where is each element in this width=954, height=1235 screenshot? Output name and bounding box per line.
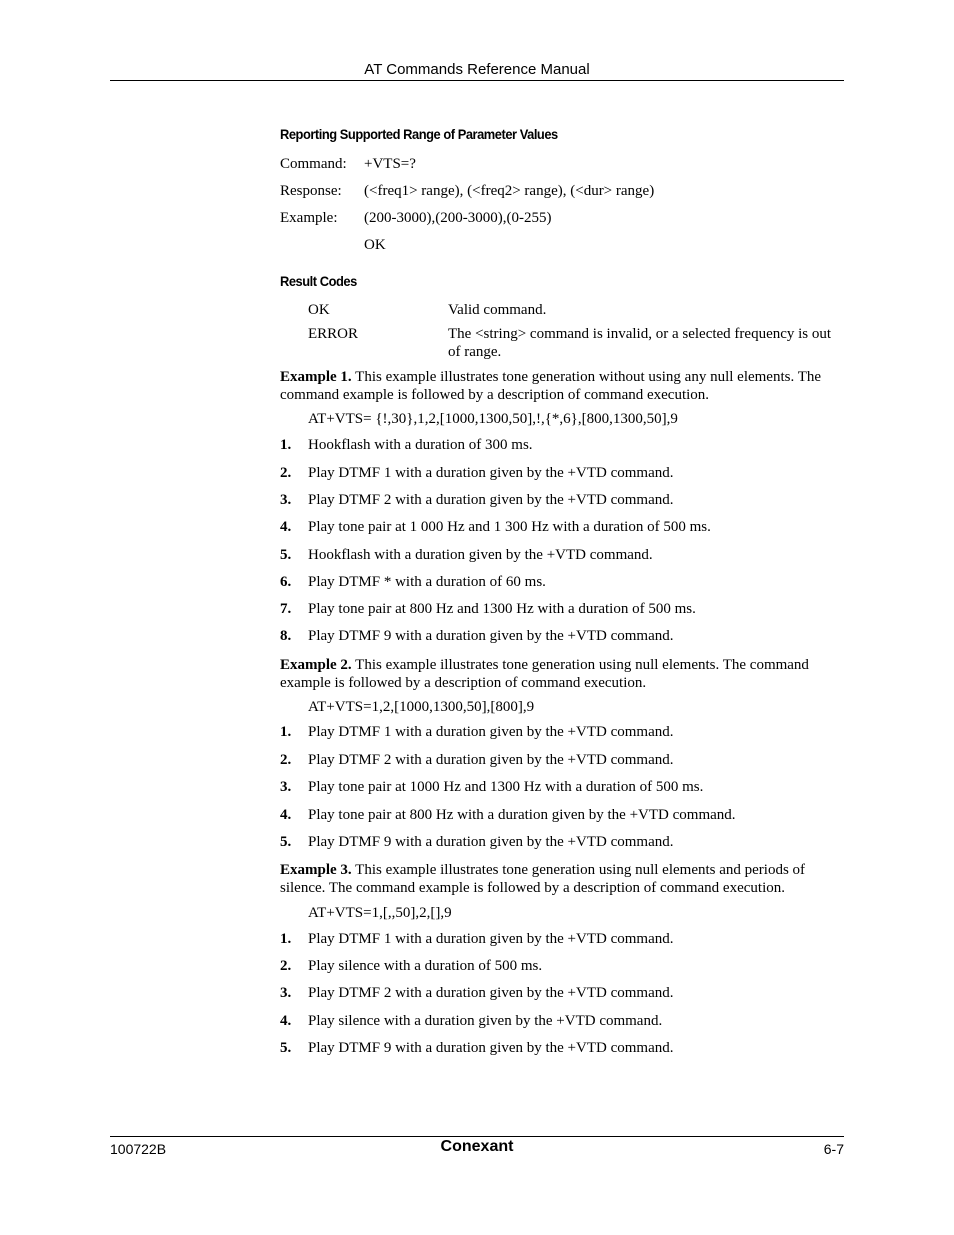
ex2-step-3-text: Play tone pair at 1000 Hz and 1300 Hz with a duration of 500 ms. — [308, 779, 704, 795]
ex1-step-4-text: Play tone pair at 1 000 Hz and 1 300 Hz with a duration of 500 ms. — [308, 519, 711, 535]
ex1-step-7-number: 7. — [280, 601, 292, 617]
ex1-step-6-text: Play DTMF * with a duration of 60 ms. — [308, 574, 546, 590]
example-1-intro — [280, 368, 836, 404]
footer-doc-number: 100722B — [110, 1141, 167, 1157]
ex3-step-2-text: Play silence with a duration of 500 ms. — [308, 958, 543, 974]
ex1-step-1-number: 1. — [280, 437, 292, 453]
result-code-ok: OK — [308, 302, 330, 318]
row-value-command: +VTS=? — [364, 156, 416, 172]
footer-page-number: 6-7 — [823, 1141, 844, 1157]
ex1-step-8-text: Play DTMF 9 with a duration given by the +VTD command. — [308, 628, 674, 644]
ex3-step-3-text: Play DTMF 2 with a duration given by the +VTD command. — [308, 985, 674, 1001]
ex3-step-5-text: Play DTMF 9 with a duration given by the +VTD command. — [308, 1040, 674, 1056]
ex2-step-2-number: 2. — [280, 752, 292, 768]
result-desc-ok: Valid command. — [448, 302, 547, 318]
footer-company-name: Conexant — [440, 1138, 514, 1155]
ex3-step-1-number: 1. — [280, 931, 292, 947]
section-heading-supported-range: Reporting Supported Range of Parameter Values — [280, 126, 558, 142]
example-3-command: AT+VTS=1,[,,50],2,[],9 — [308, 905, 452, 921]
example-2-label: Example 2. — [280, 657, 352, 673]
footer-divider — [110, 1136, 844, 1137]
example-1-label: Example 1. — [280, 369, 352, 385]
ex3-step-1-text: Play DTMF 1 with a duration given by the +VTD command. — [308, 931, 674, 947]
header-divider — [110, 80, 844, 81]
ex1-step-6-number: 6. — [280, 574, 292, 590]
example-2-command: AT+VTS=1,2,[1000,1300,50],[800],9 — [308, 699, 535, 715]
row-label-command: Command: — [280, 156, 347, 172]
row-value-response: (<freq1> range), (<freq2> range), (<dur> range) — [364, 183, 655, 199]
example-2-intro — [280, 656, 836, 692]
ex1-step-3-number: 3. — [280, 492, 292, 508]
row-value-example: (200-3000),(200-3000),(0-255) — [364, 210, 552, 226]
page-header-title: AT Commands Reference Manual — [364, 61, 590, 78]
example-3-text: This example illustrates tone generation using null elements and periods of silence. The command example is followed by a description of command execution. — [280, 862, 806, 896]
row-value-ok: OK — [364, 237, 386, 253]
ex2-step-3-number: 3. — [280, 779, 292, 795]
ex1-step-2-text: Play DTMF 1 with a duration given by the +VTD command. — [308, 465, 674, 481]
example-2-text: This example illustrates tone generation using null elements. The command example is followed by a description of command execution. — [280, 657, 809, 691]
row-label-response: Response: — [280, 183, 342, 199]
ex1-step-8-number: 8. — [280, 628, 292, 644]
result-desc-error: The <string> command is invalid, or a selected frequency is out of range. — [448, 326, 832, 360]
example-1-command: AT+VTS= {!,30},1,2,[1000,1300,50],!,{*,6},[800,1300,50],9 — [308, 411, 678, 427]
ex1-step-1-text: Hookflash with a duration of 300 ms. — [308, 437, 533, 453]
row-label-example: Example: — [280, 210, 338, 226]
ex1-step-5-text: Hookflash with a duration given by the +VTD command. — [308, 547, 653, 563]
ex1-step-7-text: Play tone pair at 800 Hz and 1300 Hz with a duration of 500 ms. — [308, 601, 696, 617]
ex2-step-5-number: 5. — [280, 834, 292, 850]
example-3-intro — [280, 861, 836, 897]
ex1-step-3-text: Play DTMF 2 with a duration given by the +VTD command. — [308, 492, 674, 508]
result-code-error: ERROR — [308, 326, 359, 342]
ex2-step-1-number: 1. — [280, 724, 292, 740]
example-1-text: This example illustrates tone generation without using any null elements. The command example is followed by a description of command execution. — [280, 369, 822, 403]
ex1-step-2-number: 2. — [280, 465, 292, 481]
ex1-step-4-number: 4. — [280, 519, 292, 535]
ex3-step-4-number: 4. — [280, 1013, 292, 1029]
ex1-step-5-number: 5. — [280, 547, 292, 563]
ex3-step-2-number: 2. — [280, 958, 292, 974]
section-heading-result-codes: Result Codes — [280, 273, 357, 289]
example-3-label: Example 3. — [280, 862, 352, 878]
ex2-step-4-text: Play tone pair at 800 Hz with a duration given by the +VTD command. — [308, 807, 736, 823]
ex2-step-1-text: Play DTMF 1 with a duration given by the +VTD command. — [308, 724, 674, 740]
ex3-step-5-number: 5. — [280, 1040, 292, 1056]
ex2-step-5-text: Play DTMF 9 with a duration given by the +VTD command. — [308, 834, 674, 850]
ex2-step-4-number: 4. — [280, 807, 292, 823]
ex3-step-4-text: Play silence with a duration given by the +VTD command. — [308, 1013, 663, 1029]
ex3-step-3-number: 3. — [280, 985, 292, 1001]
ex2-step-2-text: Play DTMF 2 with a duration given by the +VTD command. — [308, 752, 674, 768]
